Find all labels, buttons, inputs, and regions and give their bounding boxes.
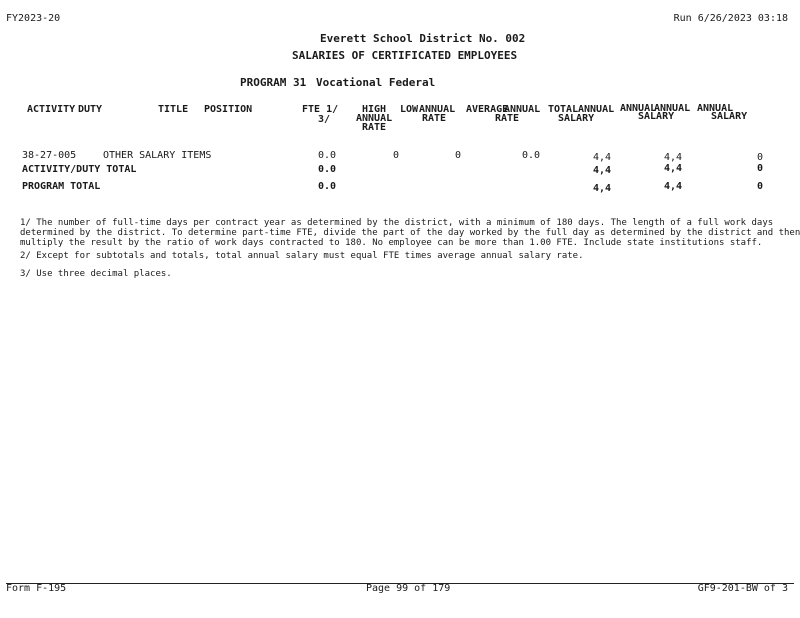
row-a: 4,4 [664,152,683,163]
col-total-l3: SALARY [558,113,595,124]
col-c: ANNUAL [697,103,734,114]
program-total-a: 4,4 [664,181,683,192]
row-total: 4,4 [593,152,612,163]
footnote-1-line-1: 1/ The number of full-time days per contract year as determined by the district, with a minimum of 180 days. The length of a full work days [20,218,774,228]
row-code: 38-27-005 [22,150,77,161]
program-name: Vocational Federal [316,76,436,89]
col-avg-l3: RATE [495,113,520,124]
program-total-label: PROGRAM TOTAL [22,181,101,192]
row-fte: 0.0 [318,150,337,161]
activity-total-label: ACTIVITY/DUTY TOTAL [22,164,137,175]
fiscal-year: FY2023-20 [6,13,61,24]
col-duty: DUTY [78,104,103,115]
col-high-l2: ANNUAL [356,113,393,124]
col-avg-l2: ANNUAL [504,104,541,115]
program-total-fte: 0.0 [318,181,337,192]
col-low: LOW [400,104,419,115]
col-low-l2: ANNUAL [419,104,456,115]
col-a-l2: SALARY [638,111,675,122]
row-c: 0 [757,152,764,163]
col-avg: AVERAGE [466,104,509,115]
run-stamp: Run 6/26/2023 03:18 [673,13,788,24]
col-low-l3: RATE [422,113,447,124]
form-code: GF9-201-BW of 3 [697,583,788,594]
row-avg: 0.0 [522,150,541,161]
form-number: Form F-195 [6,583,67,594]
col-total-l2: ANNUAL [578,104,615,115]
col-c-l2: SALARY [711,111,748,122]
activity-total-a: 4,4 [664,163,683,174]
program-total-c: 0 [757,181,764,192]
report-title: SALARIES OF CERTIFICATED EMPLOYEES [292,49,518,62]
col-fte-note: 3/ [318,114,331,125]
col-activity: ACTIVITY [27,104,76,115]
row-title: OTHER SALARY ITEMS [103,150,212,161]
col-total: TOTAL [548,104,579,115]
col-a: ANNUAL [620,103,657,114]
footnote-1-line-2: determined by the district. To determine part-time FTE, divide the part of the day worked by the full day as determined by the district and then [20,228,800,238]
col-fte: FTE 1/ [302,104,339,115]
page-number: Page 99 of 179 [366,583,451,594]
col-high: HIGH [362,104,387,115]
row-low: 0 [455,150,462,161]
footnote-1-line-3: multiply the result by the ratio of work days contracted to 180. No employee can be more than 1.00 FTE. Include state institutions staff. [20,238,763,248]
activity-total-salary: 4,4 [593,165,612,176]
activity-total-c: 0 [757,163,764,174]
col-high-l3: RATE [362,122,387,133]
row-high: 0 [393,150,400,161]
col-b: ANNUAL [654,103,691,114]
col-position: POSITION [204,104,253,115]
program-label: PROGRAM 31 [240,76,307,89]
program-total-salary: 4,4 [593,183,612,194]
footnote-2: 2/ Except for subtotals and totals, total annual salary must equal FTE times average annual salary rate. [20,251,584,261]
district-name: Everett School District No. 002 [320,32,526,45]
footnote-3: 3/ Use three decimal places. [20,269,172,279]
col-title: TITLE [158,104,189,115]
activity-total-fte: 0.0 [318,164,337,175]
